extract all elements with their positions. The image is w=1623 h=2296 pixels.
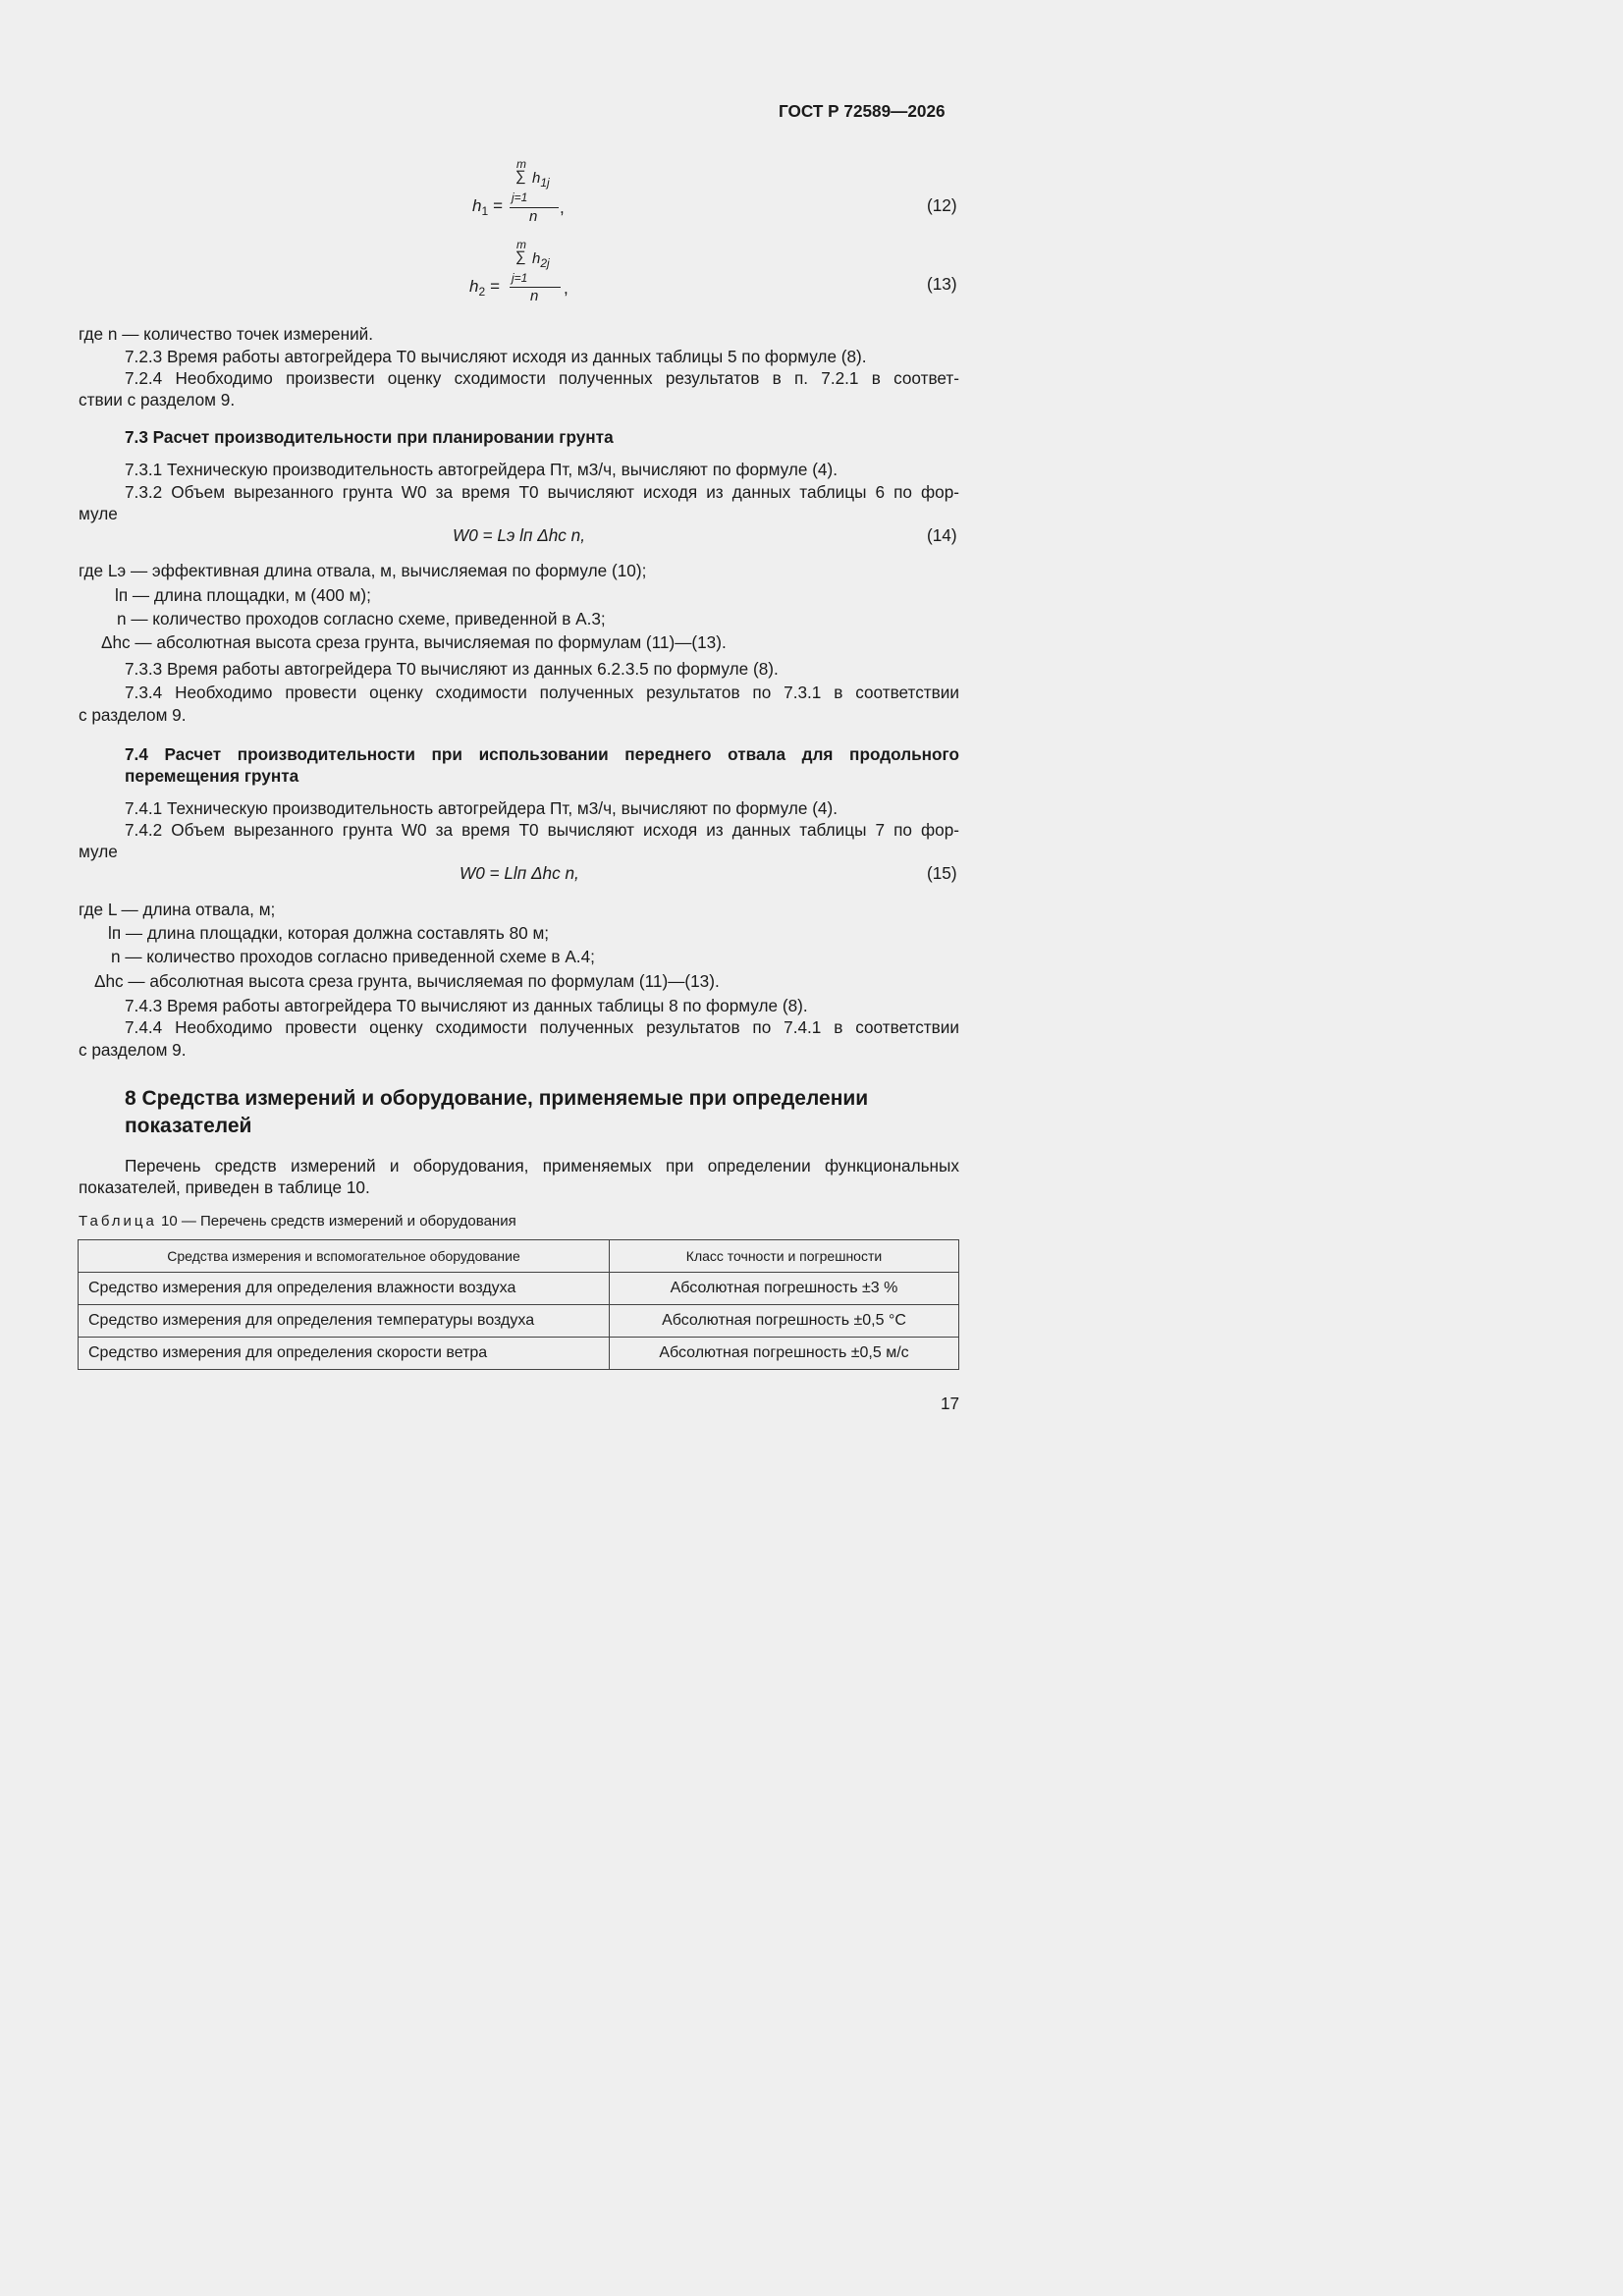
table-row xyxy=(79,1338,959,1370)
table-header-cell: Класс точности и погрешности xyxy=(610,1240,959,1273)
para-7-3-2: 7.3.2 Объем вырезанного грунта W0 за время T0 вычисляют исходя из данных таблицы 6 по фор- xyxy=(125,482,959,502)
formula-12-number: (12) xyxy=(927,195,957,215)
where-n-passes: n — количество проходов согласно схеме, приведенной в А.3; xyxy=(117,609,606,629)
heading-7-3: 7.3 Расчет производительности при планировании грунта xyxy=(125,427,614,447)
where-delta-hc-2: Δhc — абсолютная высота среза грунта, вычисляемая по формулам (11)—(13). xyxy=(94,971,720,991)
para-7-3-2-cont: муле xyxy=(79,504,118,523)
table-cell: Абсолютная погрешность ±0,5 °C xyxy=(610,1305,959,1338)
formula-12: m ∑ $h_{1j}$ j=1 n $h_1$ = , xyxy=(472,157,565,225)
formula-14: W0 = Lэ lп Δhc n, xyxy=(453,525,585,545)
where-delta-hc: Δhc — абсолютная высота среза грунта, вычисляемая по формулам (11)—(13). xyxy=(101,632,727,652)
para-8-cont: показателей, приведен в таблице 10. xyxy=(79,1177,370,1197)
para-8: Перечень средств измерений и оборудования, применяемых при определении функциональных xyxy=(125,1156,959,1175)
table-header-cell: Средства измерения и вспомогательное оборудование xyxy=(79,1240,610,1273)
where-l: где L — длина отвала, м; xyxy=(79,900,276,919)
heading-7-4: 7.4 Расчет производительности при использовании переднего отвала для продольного xyxy=(125,744,959,764)
table-header-row xyxy=(79,1240,959,1273)
para-7-3-4-cont: с разделом 9. xyxy=(79,705,187,725)
para-7-2-3: 7.2.3 Время работы автогрейдера T0 вычисляют исходя из данных таблицы 5 по формуле (8). xyxy=(125,347,867,366)
formula-13: m ∑ $h_{2j}$ j=1 n $h_2$ = , xyxy=(469,238,568,304)
where-n: где n — количество точек измерений. xyxy=(79,324,374,344)
table-caption: Таблица 10 — Перечень средств измерений и оборудования xyxy=(79,1213,516,1230)
para-7-2-4: 7.2.4 Необходимо произвести оценку сходимости полученных результатов в п. 7.2.1 в соответ- xyxy=(125,368,959,388)
para-7-4-4: 7.4.4 Необходимо провести оценку сходимости полученных результатов по 7.4.1 в соответствии xyxy=(125,1017,959,1037)
formula-15-number: (15) xyxy=(927,863,957,883)
table-10 xyxy=(78,1239,959,1370)
where-l-p-2: lп — длина площадки, которая должна составлять 80 м; xyxy=(108,923,550,943)
where-n-passes-2: n — количество проходов согласно приведенной схеме в А.4; xyxy=(111,947,595,966)
table-cell: Средство измерения для определения температуры воздуха xyxy=(79,1305,610,1338)
para-7-4-1: 7.4.1 Техническую производительность автогрейдера Пт, м3/ч, вычисляют по формуле (4). xyxy=(125,798,838,818)
para-7-3-4: 7.3.4 Необходимо провести оценку сходимости полученных результатов по 7.3.1 в соответствии xyxy=(125,683,959,702)
para-7-3-1: 7.3.1 Техническую производительность автогрейдера Пт, м3/ч, вычисляют по формуле (4). xyxy=(125,460,838,479)
para-7-4-4-cont: с разделом 9. xyxy=(79,1040,187,1060)
formula-13-number: (13) xyxy=(927,274,957,294)
heading-8: 8 Средства измерений и оборудование, применяемые при определении xyxy=(125,1087,869,1110)
document-id: ГОСТ Р 72589—2026 xyxy=(779,101,946,121)
page-number: 17 xyxy=(941,1394,960,1413)
heading-8-cont: показателей xyxy=(125,1115,252,1137)
table-cell: Средство измерения для определения скорости ветра xyxy=(79,1338,610,1370)
para-7-4-2: 7.4.2 Объем вырезанного грунта W0 за время T0 вычисляют исходя из данных таблицы 7 по фор- xyxy=(125,820,959,840)
heading-7-4-cont: перемещения грунта xyxy=(125,766,299,786)
table-row xyxy=(79,1273,959,1305)
para-7-4-3: 7.4.3 Время работы автогрейдера T0 вычисляют из данных таблицы 8 по формуле (8). xyxy=(125,996,808,1015)
where-l-p: lп — длина площадки, м (400 м); xyxy=(115,585,371,605)
table-cell: Абсолютная погрешность ±0,5 м/с xyxy=(610,1338,959,1370)
formula-14-number: (14) xyxy=(927,525,957,545)
where-l-e: где Lэ — эффективная длина отвала, м, вычисляемая по формуле (10); xyxy=(79,561,647,580)
table-cell: Средство измерения для определения влажности воздуха xyxy=(79,1273,610,1305)
para-7-3-3: 7.3.3 Время работы автогрейдера T0 вычисляют из данных 6.2.3.5 по формуле (8). xyxy=(125,659,779,679)
formula-15: W0 = Llп Δhc n, xyxy=(460,863,579,883)
para-7-4-2-cont: муле xyxy=(79,842,118,861)
para-7-2-4-cont: ствии с разделом 9. xyxy=(79,390,236,410)
table-row xyxy=(79,1305,959,1338)
table-cell: Абсолютная погрешность ±3 % xyxy=(610,1273,959,1305)
